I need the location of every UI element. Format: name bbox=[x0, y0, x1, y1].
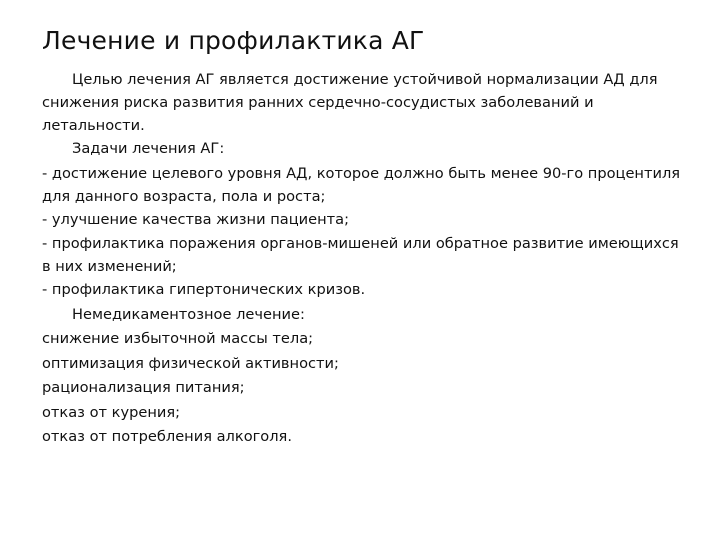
task-item: - профилактика гипертонических кризов. bbox=[42, 281, 366, 298]
tasks-heading: Задачи лечения АГ: bbox=[72, 140, 225, 157]
task-item: - достижение целевого уровня АД, которое должно быть менее 90-го процентиля для данного возраста, пола и роста; bbox=[42, 164, 681, 205]
nondrug-item: снижение избыточной массы тела; bbox=[42, 330, 314, 347]
slide-content bbox=[42, 68, 682, 450]
nondrug-item: рационализация питания; bbox=[42, 379, 245, 396]
slide-title: Лечение и профилактика АГ bbox=[42, 26, 425, 55]
nondrug-item: оптимизация физической активности; bbox=[42, 354, 339, 372]
nondrug-item: отказ от потребления алкоголя. bbox=[42, 428, 292, 445]
goal-paragraph: Целью лечения АГ является достижение устойчивой нормализации АД для снижения риска развития ранних сердечно-сосудистых заболеваний и летальности. bbox=[42, 71, 658, 134]
nondrug-heading: Немедикаментозное лечение: bbox=[72, 305, 305, 323]
nondrug-item: отказ от курения; bbox=[42, 403, 181, 421]
task-item: - профилактика поражения органов-мишеней или обратное развитие имеющихся в них изменений; bbox=[42, 235, 679, 275]
task-item: - улучшение качества жизни пациента; bbox=[42, 210, 350, 228]
